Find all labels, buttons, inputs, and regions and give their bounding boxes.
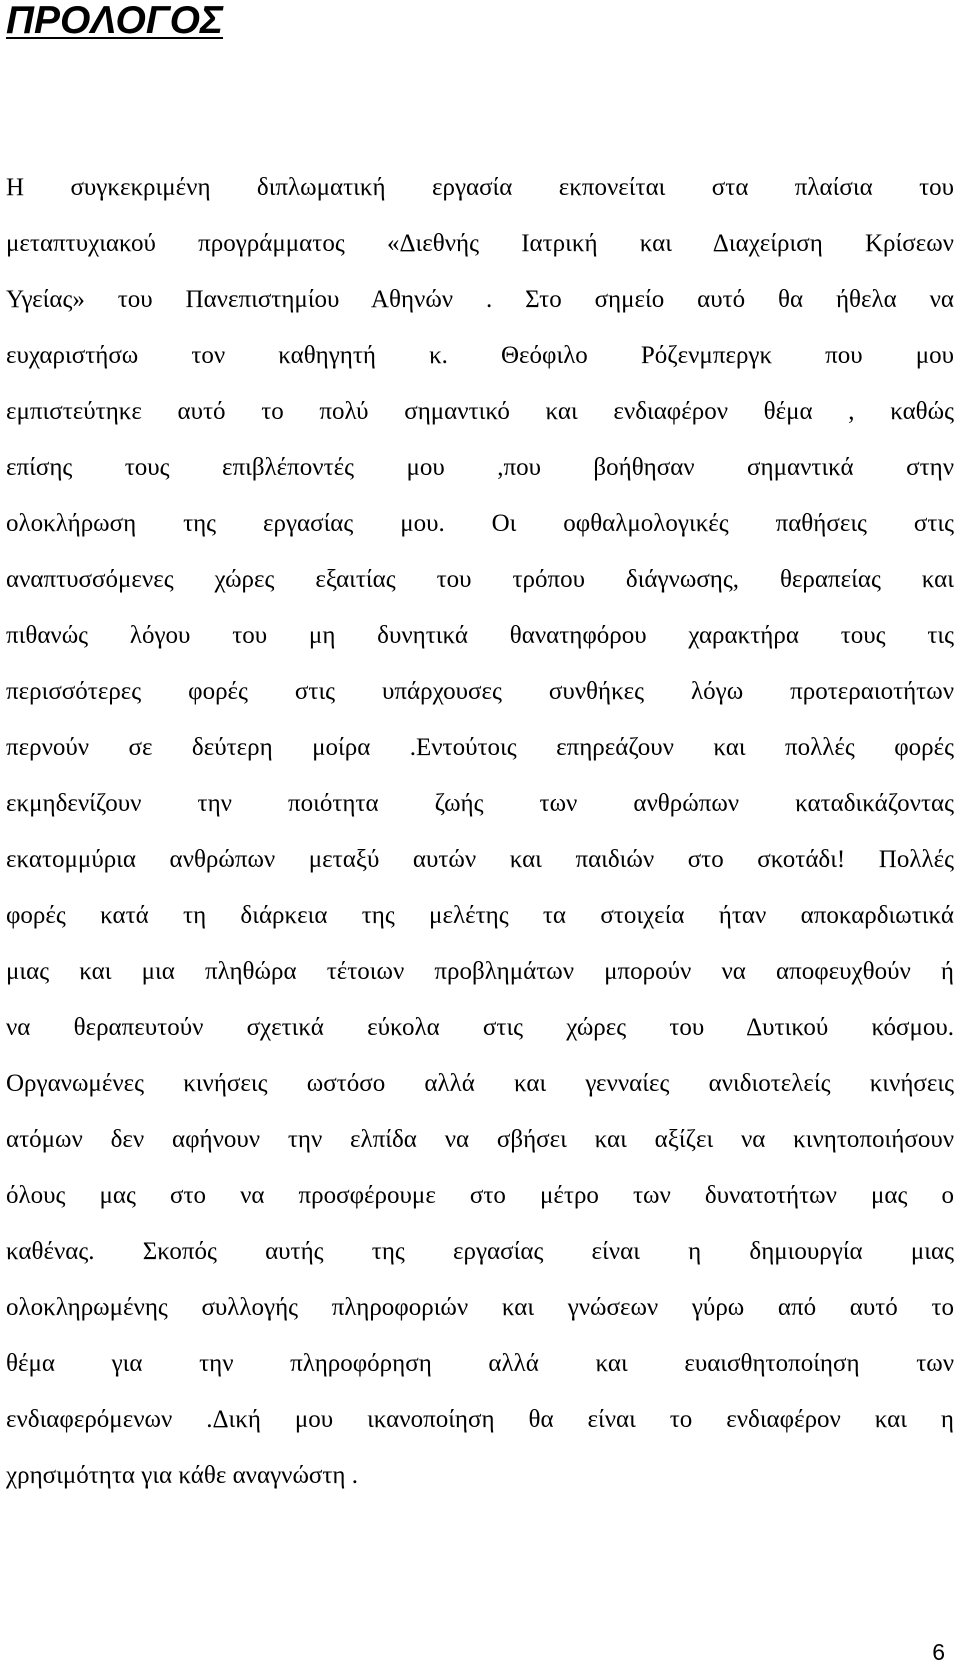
text-line: θέμα για την πληροφόρηση αλλά και ευαισθητοποίηση των — [6, 1350, 954, 1377]
text-line: ολοκλήρωση της εργασίας μου. Οι οφθαλμολογικές παθήσεις στις — [6, 510, 954, 537]
text-line: φορές κατά τη διάρκεια της μελέτης τα στοιχεία ήταν αποκαρδιωτικά — [6, 902, 954, 929]
text-line: εκατομμύρια ανθρώπων μεταξύ αυτών και παιδιών στο σκοτάδι! Πολλές — [6, 846, 954, 873]
text-line: μιας και μια πληθώρα τέτοιων προβλημάτων μπορούν να αποφευχθούν ή — [6, 958, 954, 985]
text-line: ατόμων δεν αφήνουν την ελπίδα να σβήσει και αξίζει να κινητοποιήσουν — [6, 1126, 954, 1153]
text-line: αναπτυσσόμενες χώρες εξαιτίας του τρόπου διάγνωσης, θεραπείας και — [6, 566, 954, 593]
text-line: καθένας. Σκοπός αυτής της εργασίας είναι η δημιουργία μιας — [6, 1238, 954, 1265]
text-line: ενδιαφερόμενων .Δική μου ικανοποίηση θα είναι το ενδιαφέρον και η — [6, 1406, 954, 1433]
text-line: επίσης τους επιβλέποντές μου ,που βοήθησαν σημαντικά στην — [6, 454, 954, 481]
text-line: όλους μας στο να προσφέρουμε στο μέτρο των δυνατοτήτων μας ο — [6, 1182, 954, 1209]
text-line: πιθανώς λόγου του μη δυνητικά θανατηφόρου χαρακτήρα τους τις — [6, 622, 954, 649]
text-line: εκμηδενίζουν την ποιότητα ζωής των ανθρώπων καταδικάζοντας — [6, 790, 954, 817]
text-line: περισσότερες φορές στις υπάρχουσες συνθήκες λόγω προτεραιοτήτων — [6, 678, 954, 705]
page-title: ΠΡΟΛΟΓΟΣ — [6, 0, 224, 42]
text-line: ολοκληρωμένης συλλογής πληροφοριών και γνώσεων γύρω από αυτό το — [6, 1294, 954, 1321]
page-number: 6 — [932, 1639, 945, 1666]
text-line: ευχαριστήσω τον καθηγητή κ. Θεόφιλο Ρόζενμπεργκ που μου — [6, 342, 954, 369]
text-line: μεταπτυχιακού προγράμματος «Διεθνής Ιατρική και Διαχείριση Κρίσεων — [6, 230, 954, 257]
text-line: να θεραπευτούν σχετικά εύκολα στις χώρες του Δυτικού κόσμου. — [6, 1014, 954, 1041]
text-line: Υγείας» του Πανεπιστημίου Αθηνών . Στο σημείο αυτό θα ήθελα να — [6, 286, 954, 313]
text-line: Η συγκεκριμένη διπλωματική εργασία εκπονείται στα πλαίσια του — [6, 174, 954, 201]
body-paragraph — [6, 160, 954, 1504]
text-line: Οργανωμένες κινήσεις ωστόσο αλλά και γενναίες ανιδιοτελείς κινήσεις — [6, 1070, 954, 1097]
text-line: χρησιμότητα για κάθε αναγνώστη . — [6, 1462, 358, 1489]
text-line: εμπιστεύτηκε αυτό το πολύ σημαντικό και ενδιαφέρον θέμα , καθώς — [6, 398, 954, 425]
text-line: περνούν σε δεύτερη μοίρα .Εντούτοις επηρεάζουν και πολλές φορές — [6, 734, 954, 761]
